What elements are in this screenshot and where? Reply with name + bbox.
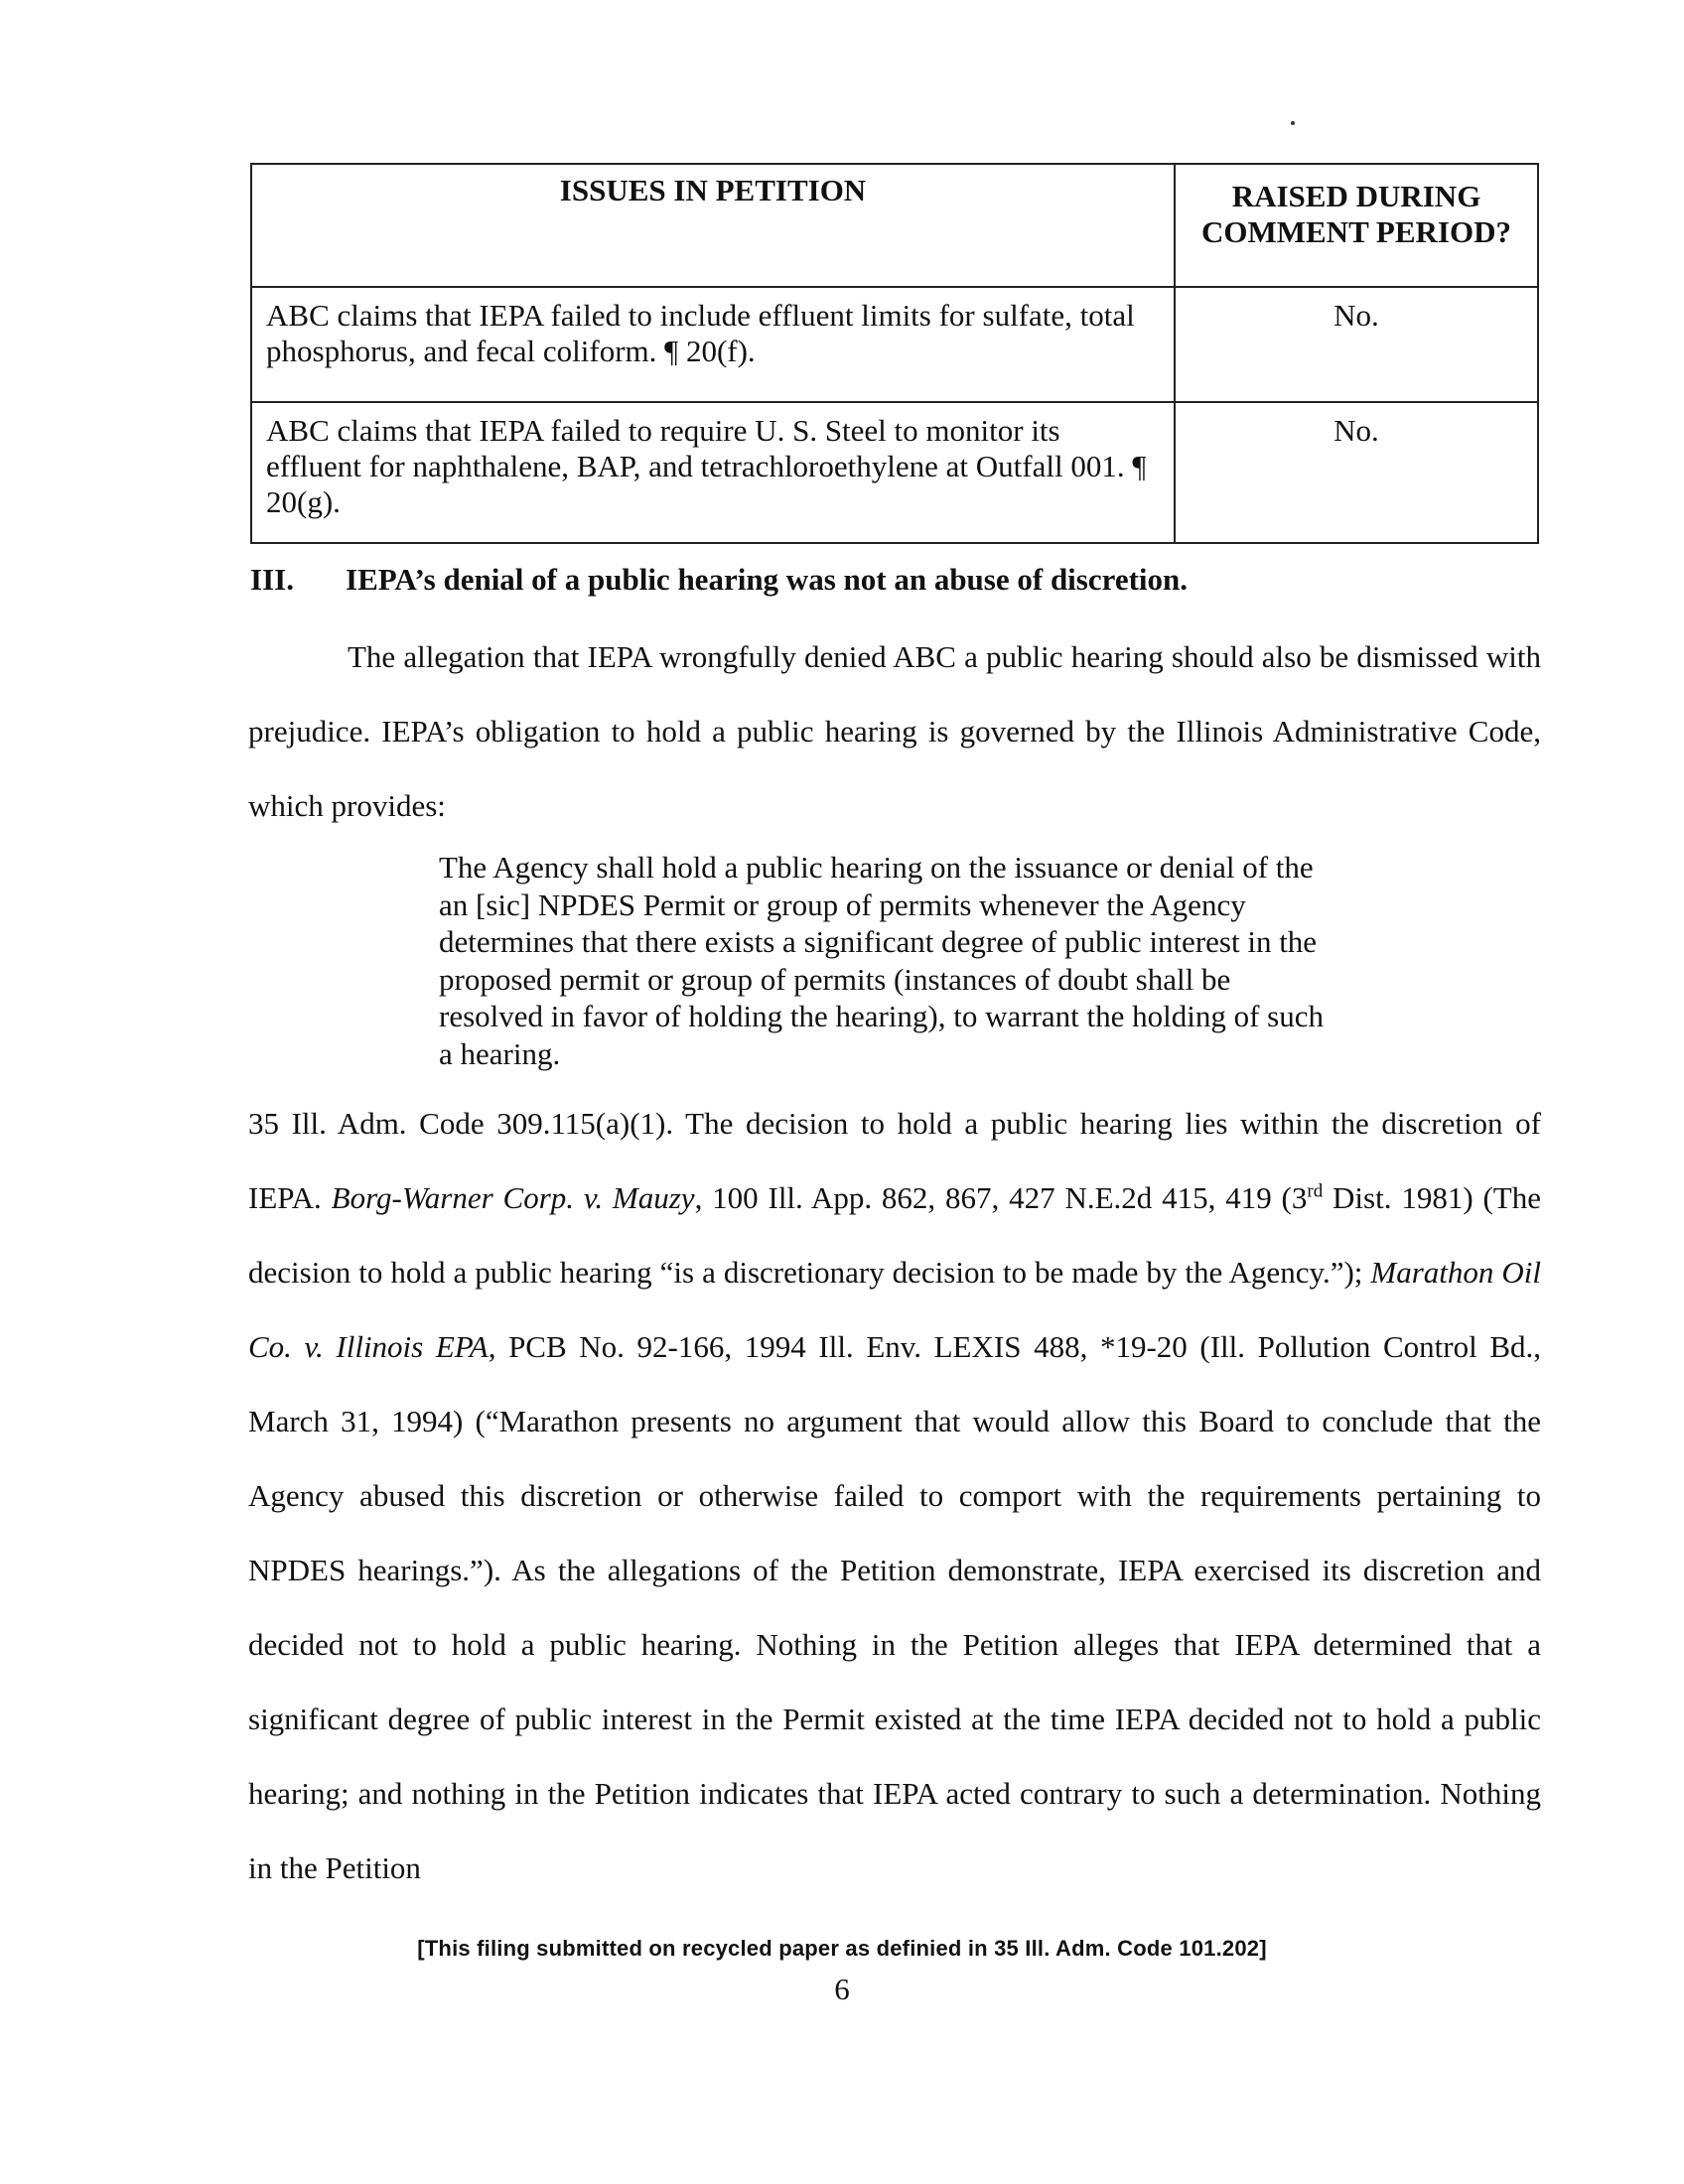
text-run: Dist. 1981) (The decision to hold a public hearing “is a discretionary decision to be made by the Agency.”); bbox=[248, 1180, 1542, 1290]
table-header-row bbox=[251, 164, 1538, 287]
recycled-paper-footer: [This filing submitted on recycled paper as definied in 35 Ill. Adm. Code 101.202] bbox=[417, 1936, 1267, 1961]
table-row bbox=[251, 287, 1538, 402]
paragraph-intro: The allegation that IEPA wrongfully denied ABC a public hearing should also be dismissed with prejudice. IEPA’s obligation to hold a public hearing is governed by the Illinois Administrative Code, which provides: bbox=[248, 639, 1541, 823]
section-number: III. bbox=[250, 562, 294, 597]
text-run: , 100 Ill. App. 862, 867, 427 N.E.2d 415, 419 (3 bbox=[694, 1180, 1308, 1215]
paragraph-discretion bbox=[248, 1086, 1541, 1905]
section-heading bbox=[250, 562, 1541, 598]
scan-speck bbox=[1291, 121, 1295, 125]
raised-cell: No. bbox=[1175, 287, 1538, 402]
issue-cell: ABC claims that IEPA failed to include effluent limits for sulfate, total phosphorus, and fecal coliform. ¶ 20(f). bbox=[251, 287, 1175, 402]
case-citation-borg-warner: Borg-Warner Corp. v. Mauzy bbox=[331, 1180, 695, 1215]
ordinal-suffix: rd bbox=[1307, 1180, 1324, 1202]
page-number: 6 bbox=[834, 1972, 850, 2006]
header-issues-in-petition: ISSUES IN PETITION bbox=[251, 164, 1175, 287]
text-run: , PCB No. 92-166, 1994 Ill. Env. LEXIS 488, *19-20 (Ill. Pollution Control Bd., March 31, 1994) (“Marathon presents no argument that would allow this Board to conclude that the Agency abused this discretion or otherwise failed to comport with the requirements pertaining to NPDES hearings.”). As the allegations of the Petition demonstrate, IEPA exercised its discretion and decided not to hold a public hearing. Nothing in the Petition alleges that IEPA determined that a significant degree of public interest in the Permit existed at the time IEPA decided not to hold a public hearing; and nothing in the Petition indicates that IEPA acted contrary to such a determination. Nothing in the Petition bbox=[248, 1329, 1542, 1885]
raised-cell: No. bbox=[1175, 402, 1538, 543]
section-title: IEPA’s denial of a public hearing was not an abuse of discretion. bbox=[346, 562, 1189, 597]
case-citation-marathon: Marathon Oil Co. v. Illinois EPA bbox=[248, 1255, 1541, 1364]
issues-table bbox=[250, 163, 1539, 544]
header-raised-during-comment-period: RAISED DURING COMMENT PERIOD? bbox=[1175, 164, 1538, 287]
table-row bbox=[251, 402, 1538, 543]
block-quote-regulation: The Agency shall hold a public hearing on the issuance or denial of the an [sic] NPDES Permit or group of permits whenever the Agency determines that there exists a significant degree of public interest in the proposed permit or group of permits (instances of doubt shall be resolved in favor of holding the hearing), to warrant the holding of such a hearing. bbox=[439, 850, 1325, 1071]
issue-cell: ABC claims that IEPA failed to require U. S. Steel to monitor its effluent for naphthalene, BAP, and tetrachloroethylene at Outfall 001. ¶ 20(g). bbox=[251, 402, 1175, 543]
text-run: 35 Ill. Adm. Code 309.115(a)(1). The decision to hold a public hearing lies within the discretion of IEPA. bbox=[248, 1106, 1541, 1215]
